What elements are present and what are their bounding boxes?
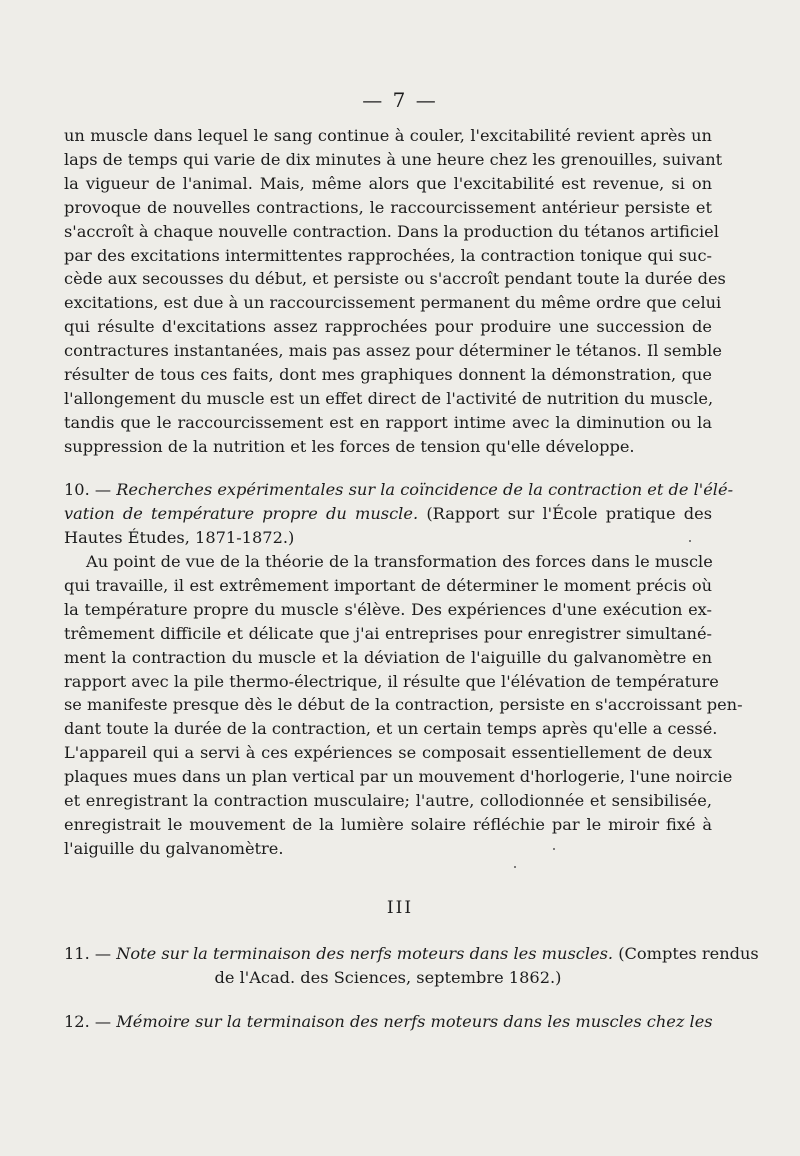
text-line: s'accroît à chaque nouvelle contraction. Dans la production du tétanos artificiel — [64, 221, 719, 241]
entry-line — [64, 942, 759, 966]
page-number: — 7 — — [362, 88, 438, 112]
entry-reference: (Comptes rendus — [618, 944, 759, 963]
entry-title: Note sur la terminaison des nerfs moteurs dans les muscles. — [116, 944, 614, 963]
text-line: rapport avec la pile thermo-électrique, il résulte que l'élévation de température — [64, 671, 719, 691]
bibliography-entry-11 — [64, 942, 759, 990]
entry-line — [64, 1010, 712, 1034]
entry-title: Recherches expérimentales sur la coïncidence de la contraction et de l'élé- — [116, 480, 734, 499]
text-line: Au point de vue de la théorie de la transformation des forces dans le muscle — [86, 552, 713, 571]
entry-number: 11. — — [64, 944, 112, 963]
entry-number: 12. — — [64, 1012, 112, 1031]
text-line: excitations, est due à un raccourcissement permanent du même ordre que celui — [64, 293, 722, 313]
entry-line — [64, 478, 734, 502]
text-line: cède aux secousses du début, et persiste ou s'accroît pendant toute la durée des — [64, 269, 726, 289]
scan-speck — [553, 848, 555, 850]
text-line: suppression de la nutrition et les forces de tension qu'elle développe. — [64, 436, 635, 456]
text-line: tandis que le raccourcissement est en rapport intime avec la diminution ou la — [64, 412, 712, 432]
text-line: la vigueur de l'animal. Mais, même alors que l'excitabilité est revenue, si on — [64, 173, 712, 193]
entry-number: 10. — — [64, 480, 112, 499]
text-line: laps de temps qui varie de dix minutes à une heure chez les grenouilles, suivant — [64, 149, 723, 169]
text-line: provoque de nouvelles contractions, le raccourcissement antérieur persiste et — [64, 197, 712, 217]
text-line: et enregistrant la contraction musculaire; l'autre, collodionnée et sensibilisée, — [64, 791, 712, 811]
section-heading: III — [386, 898, 414, 918]
entry-reference: Hautes Études, 1871-1872.) — [64, 527, 295, 547]
paragraph-continuation — [64, 124, 726, 459]
text-line: se manifeste presque dès le début de la contraction, persiste en s'accroissant pen- — [64, 695, 743, 715]
text-line: qui résulte d'excitations assez rapprochées pour produire une succession de — [64, 317, 712, 337]
text-line: L'appareil qui a servi à ces expériences se composait essentiellement de deux — [64, 743, 712, 763]
entry-title: vation de température propre du muscle. — [64, 503, 419, 523]
entry-reference: (Rapport sur l'École pratique des — [426, 503, 712, 523]
text-line: enregistrait le mouvement de la lumière solaire réfléchie par le miroir fixé à — [64, 814, 712, 834]
text-line: contractures instantanées, mais pas assez pour déterminer le tétanos. Il semble — [64, 341, 722, 361]
text-line: qui travaille, il est extrêmement important de déterminer le moment précis où — [64, 575, 712, 595]
text-line: par des excitations intermittentes rapprochées, la contraction tonique qui suc- — [64, 245, 712, 265]
paragraph-experiment — [64, 550, 743, 861]
text-line: un muscle dans lequel le sang continue à couler, l'excitabilité revient après un — [64, 126, 712, 145]
bibliography-entry-10 — [64, 478, 734, 550]
scan-speck — [514, 866, 516, 868]
entry-reference: de l'Acad. des Sciences, septembre 1862.) — [214, 967, 562, 987]
entry-line — [64, 502, 712, 526]
text-line: la température propre du muscle s'élève. Des expériences d'une exécution ex- — [64, 599, 712, 619]
text-line: plaques mues dans un plan vertical par un mouvement d'horlogerie, l'une noircie — [64, 767, 733, 787]
text-line: ment la contraction du muscle et la déviation de l'aiguille du galvanomètre en — [64, 647, 712, 667]
bibliography-entry-12 — [64, 1010, 712, 1034]
scan-speck — [689, 540, 691, 542]
text-line: résulter de tous ces faits, dont mes graphiques donnent la démonstration, que — [64, 365, 712, 385]
text-line: l'aiguille du galvanomètre. — [64, 838, 284, 858]
entry-title: Mémoire sur la terminaison des nerfs moteurs dans les muscles chez les — [116, 1012, 713, 1031]
text-line: l'allongement du muscle est un effet direct de l'activité de nutrition du muscle, — [64, 388, 714, 408]
text-line: trêmement difficile et délicate que j'ai entreprises pour enregistrer simultané- — [64, 623, 712, 643]
text-line: dant toute la durée de la contraction, et un certain temps après qu'elle a cessé. — [64, 719, 718, 739]
